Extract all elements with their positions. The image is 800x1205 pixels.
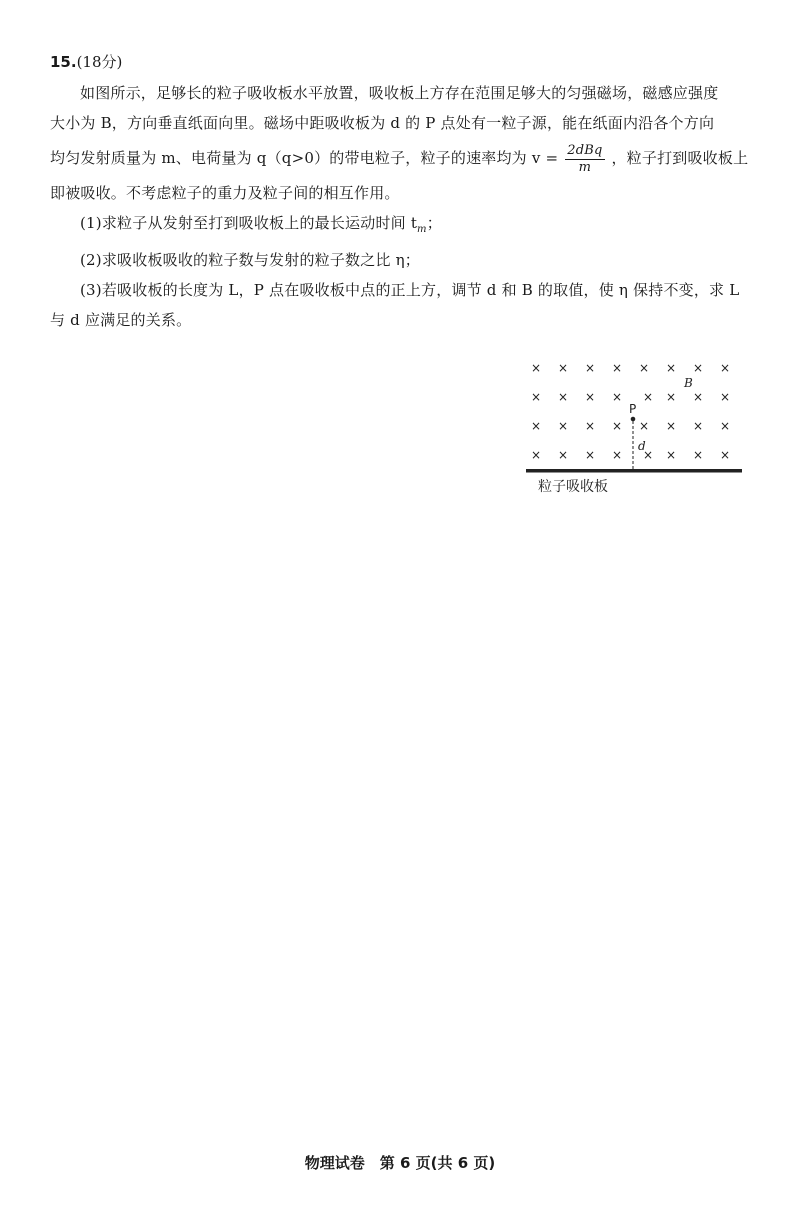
field-cross-mark: × <box>557 361 569 375</box>
field-cross-mark: × <box>611 419 623 433</box>
field-cross-mark: × <box>557 419 569 433</box>
field-cross-mark: × <box>638 419 650 433</box>
field-cross-mark: × <box>584 390 596 404</box>
body-line-1: 如图所示，足够长的粒子吸收板水平放置，吸收板上方存在范围足够大的匀强磁场，磁感应强度 <box>80 84 719 102</box>
fraction-denominator: m <box>578 159 592 175</box>
field-cross-mark: × <box>692 419 704 433</box>
field-cross-mark: × <box>611 361 623 375</box>
question-body <box>50 78 750 335</box>
sub-question-3-line-2: 与 d 应满足的关系。 <box>50 311 192 329</box>
sub-question-1 <box>50 208 750 245</box>
speed-fraction <box>565 143 604 176</box>
field-cross-mark: × <box>530 419 542 433</box>
sub-question-1-text: (1)求粒子从发射至打到吸收板上的最长运动时间 t <box>80 214 418 232</box>
label-p: P <box>629 402 637 416</box>
field-cross-mark: × <box>665 448 677 462</box>
body-line-3-post: ，粒子打到吸收板上 <box>611 149 749 167</box>
field-cross-mark: × <box>530 448 542 462</box>
question-header <box>50 52 122 72</box>
label-b: B <box>684 376 693 390</box>
field-cross-mark: × <box>692 361 704 375</box>
sub-question-1-subscript: m <box>417 224 427 235</box>
field-cross-mark: × <box>692 390 704 404</box>
field-cross-mark: × <box>557 390 569 404</box>
body-line-4: 即被吸收。不考虑粒子的重力及粒子间的相互作用。 <box>50 184 400 202</box>
field-cross-mark: × <box>692 448 704 462</box>
label-d: d <box>638 439 646 453</box>
field-cross-mark: × <box>584 361 596 375</box>
absorber-plate <box>526 469 742 473</box>
field-cross-mark: × <box>530 361 542 375</box>
body-line-3 <box>50 138 750 178</box>
field-cross-mark: × <box>719 390 731 404</box>
field-cross-mark: × <box>665 390 677 404</box>
field-cross-mark: × <box>719 419 731 433</box>
field-cross-mark: × <box>638 361 650 375</box>
sub-question-2: (2)求吸收板吸收的粒子数与发射的粒子数之比 η； <box>80 251 421 269</box>
field-cross-mark: × <box>530 390 542 404</box>
body-line-3-pre: 均匀发射质量为 m、电荷量为 q（q>0）的带电粒子，粒子的速率均为 v = <box>50 149 559 167</box>
fraction-numerator: 2dBq <box>567 142 603 158</box>
field-cross-mark: × <box>719 448 731 462</box>
field-cross-mark: × <box>665 419 677 433</box>
source-point-p <box>631 417 636 422</box>
field-cross-mark: × <box>642 390 654 404</box>
sub-question-1-end: ； <box>426 214 442 232</box>
figure-caption: 粒子吸收板 <box>538 479 608 495</box>
field-cross-mark: × <box>584 448 596 462</box>
field-cross-mark: × <box>719 361 731 375</box>
field-cross-mark: × <box>611 390 623 404</box>
field-cross-mark: × <box>642 448 654 462</box>
body-line-2: 大小为 B，方向垂直纸面向里。磁场中距吸收板为 d 的 P 点处有一粒子源，能在纸面内沿各个方向 <box>50 114 715 132</box>
field-cross-mark: × <box>611 448 623 462</box>
page-footer: 物理试卷 第 6 页(共 6 页) <box>304 1154 496 1172</box>
sub-question-3-line-1: (3)若吸收板的长度为 L，P 点在吸收板中点的正上方，调节 d 和 B 的取值，使 η 保持不变，求 L <box>80 281 740 299</box>
question-score: (18分) <box>76 53 123 71</box>
field-cross-mark: × <box>584 419 596 433</box>
field-cross-mark: × <box>665 361 677 375</box>
question-number: 15. <box>50 53 77 71</box>
field-cross-mark: × <box>557 448 569 462</box>
